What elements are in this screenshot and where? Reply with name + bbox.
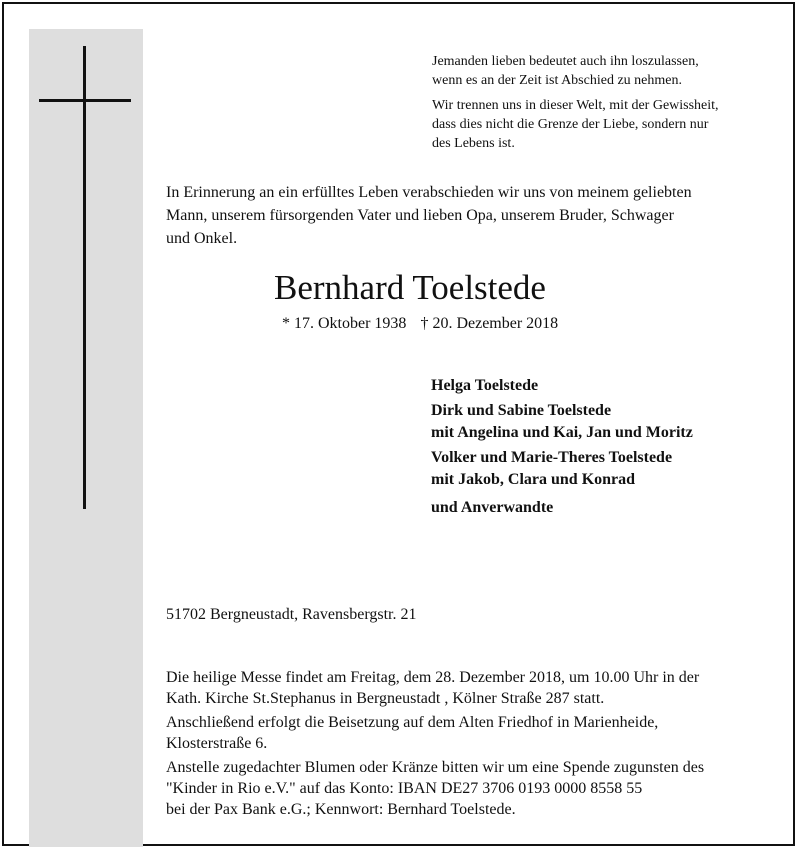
mourner-name: mit Jakob, Clara und Konrad — [431, 471, 636, 488]
notice-line: Die heilige Messe findet am Freitag, dem 28. Dezember 2018, um 10.00 Uhr in der — [166, 669, 700, 686]
motto-line: wenn es an der Zeit ist Abschied zu nehmen. — [432, 73, 682, 88]
gray-side-bar — [29, 29, 143, 847]
motto-line: des Lebens ist. — [432, 136, 515, 151]
notice-line: Klosterstraße 6. — [166, 735, 268, 752]
motto-quote — [432, 52, 762, 159]
notice-line: bei der Pax Bank e.G.; Kennwort: Bernhard Toelstede. — [166, 801, 516, 818]
mourner-name: Dirk und Sabine Toelstede — [431, 402, 612, 419]
deceased-name: Bernhard Toelstede — [274, 268, 546, 307]
cross-icon-horizontal — [39, 99, 131, 102]
life-dates — [282, 314, 558, 334]
notice-line: Anstelle zugedachter Blumen oder Kränze bitten wir um eine Spende zugunsten des — [166, 759, 705, 776]
motto-line: Wir trennen uns in dieser Welt, mit der Gewissheit, — [432, 98, 719, 113]
mourners-list — [431, 375, 771, 522]
motto-line: Jemanden lieben bedeutet auch ihn loszulassen, — [432, 54, 699, 69]
mourner-name: mit Angelina und Kai, Jan und Moritz — [431, 424, 693, 441]
funeral-notices — [166, 667, 766, 823]
donation-notice — [166, 757, 766, 820]
intro-line: und Onkel. — [166, 230, 238, 247]
motto-paragraph-1 — [432, 52, 762, 90]
family-address: 51702 Bergneustadt, Ravensbergstr. 21 — [166, 606, 417, 623]
mourner-name: Volker und Marie-Theres Toelstede — [431, 449, 673, 466]
mourner-group — [431, 497, 771, 519]
notice-line: Anschließend erfolgt die Beisetzung auf dem Alten Friedhof in Marienheide, — [166, 714, 659, 731]
burial-notice — [166, 712, 766, 754]
mourner-name: und Anverwandte — [431, 499, 554, 516]
motto-line: dass dies nicht die Grenze der Liebe, sondern nur — [432, 117, 709, 132]
mourner-name: Helga Toelstede — [431, 377, 539, 394]
notice-line: Kath. Kirche St.Stephanus in Bergneustadt , Kölner Straße 287 statt. — [166, 690, 605, 707]
intro-line: In Erinnerung an ein erfülltes Leben verabschieden wir uns von meinem geliebten — [166, 184, 692, 201]
notice-line: "Kinder in Rio e.V." auf das Konto: IBAN DE27 3706 0193 0000 8558 55 — [166, 780, 643, 797]
motto-paragraph-2 — [432, 96, 762, 153]
mourner-group — [431, 400, 771, 444]
intro-text — [166, 181, 766, 250]
intro-line: Mann, unserem fürsorgenden Vater und lieben Opa, unserem Bruder, Schwager — [166, 207, 674, 224]
cross-icon-vertical — [83, 46, 86, 509]
death-date: † 20. Dezember 2018 — [420, 315, 559, 332]
birth-date: * 17. Oktober 1938 — [282, 315, 407, 332]
mass-notice — [166, 667, 766, 709]
mourner-group — [431, 447, 771, 491]
mourner-group — [431, 375, 771, 397]
